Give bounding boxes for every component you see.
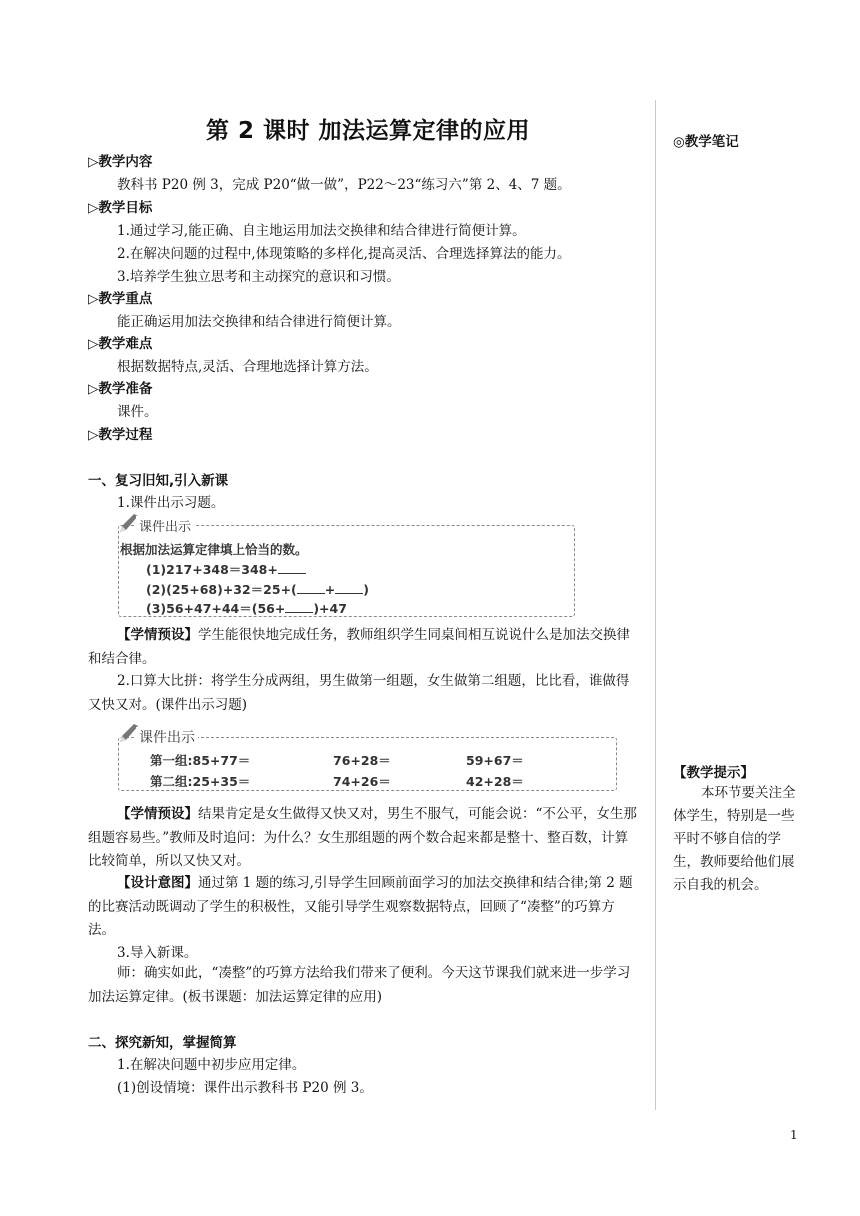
side-notes-header: ◎教学笔记 [673,134,739,150]
group2-q3: 42+28＝ [466,774,524,789]
preset-paragraph-2: 【学情预设】结果肯定是女生做得又快又对，男生不服气，可能会说：“不公平，女生那组题容易些。”教师及时追问：为什么？女生那组题的两个数合起来都是整十、整百数，计算比较简单，所以又快又对。 [88,806,637,869]
group2-q1: 第二组:25+35＝ [150,774,251,789]
goal-3: 3.培养学生独立思考和主动探究的意识和习惯。 [117,269,400,285]
page-title: 第 2 课时 加法运算定律的应用 [205,118,531,144]
part2-step1: 1.在解决问题中初步应用定律。 [117,1057,306,1073]
part2-sub1: (1)创设情境：课件出示教科书 P20 例 3。 [117,1080,373,1096]
tip-header: 【教学提示】 [673,765,754,781]
part1-step3: 3.导入新课。 [117,945,198,961]
prep-heading: ▷教学准备 [88,381,153,397]
box1-question-3: (3)56+47+44＝(56+ )+47 [146,601,347,616]
courseware-tag-2: 课件出示 [136,727,198,747]
goal-1: 1.通过学习,能正确、自主地运用加法交换律和结合律进行简便计算。 [117,223,526,239]
box1-instruction: 根据加法运算定律填上恰当的数。 [120,542,308,557]
content-heading: ▷教学内容 [88,154,153,170]
page-number: 1 [790,1128,798,1142]
part1-heading: 一、复习旧知,引入新课 [88,473,229,489]
part1-step1: 1.课件出示习题。 [117,495,225,511]
difficulty-heading: ▷教学难点 [88,336,153,352]
goal-2: 2.在解决问题的过程中,体现策略的多样化,提高灵活、合理选择算法的能力。 [117,246,571,262]
box1-question-2: (2)(25+68)+32＝25+( + ) [146,582,369,597]
tip-body: 本环节要关注全体学生，特别是一些平时不够自信的学生，教师要给他们展示自我的机会。 [673,785,796,893]
prep-text: 课件。 [117,404,158,420]
process-heading: ▷教学过程 [88,427,153,443]
group1-q3: 59+67＝ [466,753,524,768]
group1-q2: 76+28＝ [333,753,391,768]
column-divider [655,100,656,1110]
group2-q2: 74+26＝ [333,774,391,789]
key-text: 能正确运用加法交换律和结合律进行简便计算。 [117,314,401,330]
goal-heading: ▷教学目标 [88,200,153,216]
box1-question-1: (1)217+348＝348+ [146,560,306,578]
answer-blank[interactable] [278,561,306,574]
group1-q1: 第一组:85+77＝ [150,753,251,768]
answer-blank[interactable] [297,581,325,594]
courseware-tag-1: 课件出示 [136,516,194,535]
teacher-paragraph: 师：确实如此，“凑整”的巧算方法给我们带来了便利。今天这节课我们就来进一步学习加法运算定律。(板书课题：加法运算定律的应用) [88,965,631,1005]
answer-blank[interactable] [285,600,313,613]
answer-blank[interactable] [335,581,363,594]
part2-heading: 二、探究新知，掌握简算 [88,1035,237,1051]
difficulty-text: 根据数据特点,灵活、合理地选择计算方法。 [117,359,378,375]
step2-paragraph: 2.口算大比拼：将学生分成两组，男生做第一组题，女生做第二组题，比比看，谁做得又快又对。(课件出示习题) [88,673,630,713]
design-paragraph: 【设计意图】通过第 1 题的练习,引导学生回顾前面学习的加法交换律和结合律;第 2 题的比赛活动既调动了学生的积极性，又能引导学生观察数据特点，回顾了“凑整”的巧算方法。 [88,875,633,938]
key-heading: ▷教学重点 [88,291,153,307]
preset-paragraph-1: 【学情预设】学生能很快地完成任务，教师组织学生同桌间相互说说什么是加法交换律和结合律。 [88,627,630,667]
content-text: 教科书 P20 例 3，完成 P20“做一做”，P22～23“练习六”第 2、4、7 题。 [117,177,571,193]
